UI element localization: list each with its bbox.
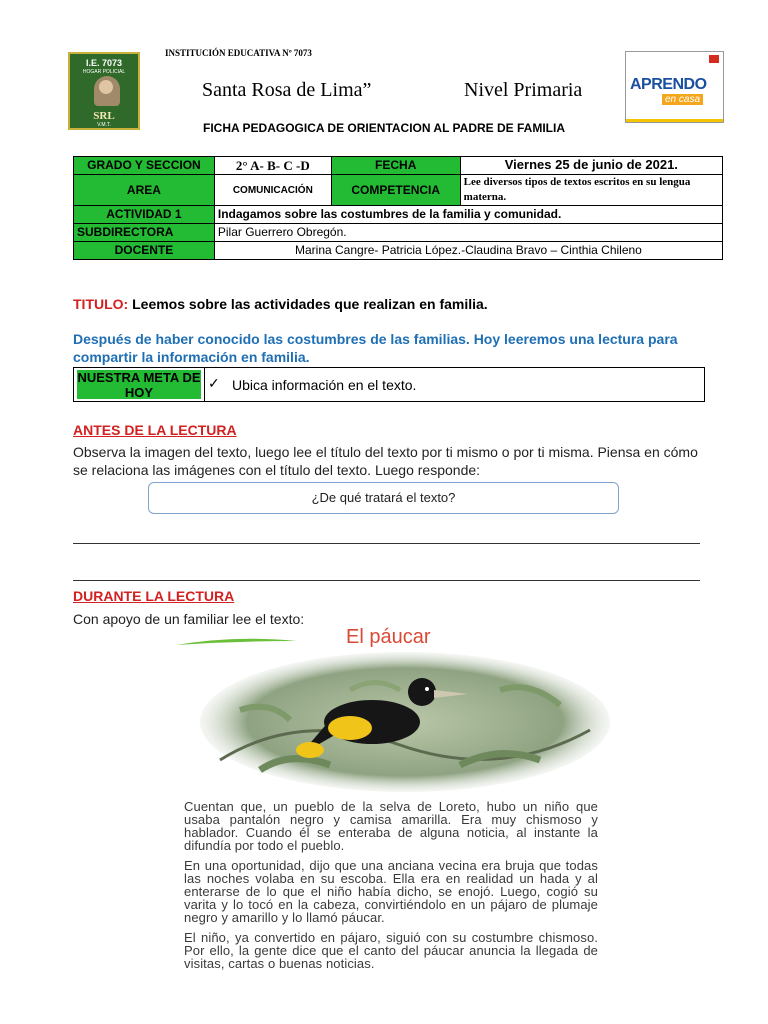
meta-label: NUESTRA META DE HOY	[77, 370, 201, 400]
story-text	[184, 800, 598, 977]
docente-value: Marina Cangre- Patricia López.-Claudina Bravo – Cinthia Chileno	[214, 242, 722, 260]
school-logo-bottom-text: V.M.T.	[97, 122, 111, 128]
subdirectora-value: Pilar Guerrero Obregón.	[214, 224, 722, 242]
competencia-label: COMPETENCIA	[331, 175, 460, 206]
area-label: AREA	[74, 175, 215, 206]
durante-text: Con apoyo de un familiar lee el texto:	[73, 611, 305, 627]
peru-flag-icon	[709, 55, 719, 63]
intro-text: Después de haber conocido las costumbres de las familias. Hoy leeremos una lectura para compartir la información en familia.	[73, 331, 678, 365]
competencia-value: Lee diversos tipos de textos escritos en su lengua materna.	[460, 175, 722, 206]
aprendo-en-casa-logo	[625, 51, 724, 123]
meta-item	[208, 375, 417, 393]
titulo-text: Leemos sobre las actividades que realizan en familia.	[132, 296, 488, 312]
sheet-title: FICHA PEDAGOGICA DE ORIENTACION AL PADRE DE FAMILIA	[202, 121, 565, 135]
table-row	[74, 175, 723, 206]
info-table	[73, 156, 723, 260]
school-logo-top-text: I.E. 7073	[85, 58, 123, 68]
story-paragraph: En una oportunidad, dijo que una anciana vecina era bruja que todas las noches volaba en su escoba. Ella era en realidad un hada y al enterarse de lo que el niño había dicho, se enojó. Luego, cogió su varita y lo tocó en la cabeza, convirtiéndolo en un pájaro de plumaje negro y amarillo y lo llamó páucar.	[184, 858, 598, 925]
school-name: Santa Rosa de Lima”	[202, 79, 372, 101]
school-logo-initials: SRL	[93, 110, 115, 122]
grado-value: 2° A- B- C -D	[214, 157, 331, 175]
table-row	[74, 206, 723, 224]
answer-line[interactable]	[73, 543, 700, 544]
table-row	[74, 242, 723, 260]
docente-label: DOCENTE	[74, 242, 215, 260]
story-paragraph: Cuentan que, un pueblo de la selva de Loreto, hubo un niño que usaba pantalón negro y camisa amarilla. Era muy chismoso y hablador. Cuando él se enteraba de alguna noticia, al instante la difundía por todo el pueblo.	[184, 799, 598, 853]
leaf-decoration	[176, 637, 296, 647]
actividad-value: Indagamos sobre las costumbres de la familia y comunidad.	[214, 206, 722, 224]
grado-label: GRADO Y SECCION	[74, 157, 215, 175]
fecha-value: Viernes 25 de junio de 2021.	[460, 157, 722, 175]
titulo	[73, 296, 488, 312]
story-title: El páucar	[346, 626, 431, 648]
meta-item-text: Ubica información en el texto.	[232, 377, 417, 393]
antes-text: Observa la imagen del texto, luego lee el título del texto por ti mismo o por ti misma. Piensa en cómo se relaciona las imágenes con el título del texto. Luego responde:	[73, 444, 698, 478]
school-logo-sub-text: HOGAR POLICIAL	[82, 69, 126, 75]
durante-heading: DURANTE LA LECTURA	[73, 588, 235, 604]
aprendo-logo-main: APRENDO	[630, 76, 707, 93]
titulo-label: TITULO:	[73, 296, 129, 312]
subdirectora-label: SUBDIRECTORA	[74, 224, 215, 242]
answer-line[interactable]	[73, 580, 700, 581]
table-row	[74, 224, 723, 242]
aprendo-logo-sub: en casa	[662, 94, 703, 105]
table-row	[74, 157, 723, 175]
meta-box	[73, 367, 705, 402]
face-icon	[99, 80, 113, 94]
institution-label: INSTITUCIÓN EDUCATIVA Nº 7073	[165, 48, 312, 58]
story-paragraph: El niño, ya convertido en pájaro, siguió con su costumbre chismoso. Por ello, la gente dice que el canto del páucar anuncia la llegada de visitas, cartas o buenas noticias.	[184, 930, 598, 971]
area-value: COMUNICACIÓN	[214, 175, 331, 206]
level-label: Nivel Primaria	[464, 79, 583, 101]
question-box: ¿De qué tratará el texto?	[148, 482, 619, 514]
fecha-label: FECHA	[331, 157, 460, 175]
meta-divider	[204, 368, 205, 401]
school-logo	[68, 52, 140, 130]
actividad-label: ACTIVIDAD 1	[74, 206, 215, 224]
checkmark-icon: ✓	[208, 375, 220, 391]
paucar-bird-image	[200, 650, 610, 792]
antes-heading: ANTES DE LA LECTURA	[73, 422, 237, 438]
